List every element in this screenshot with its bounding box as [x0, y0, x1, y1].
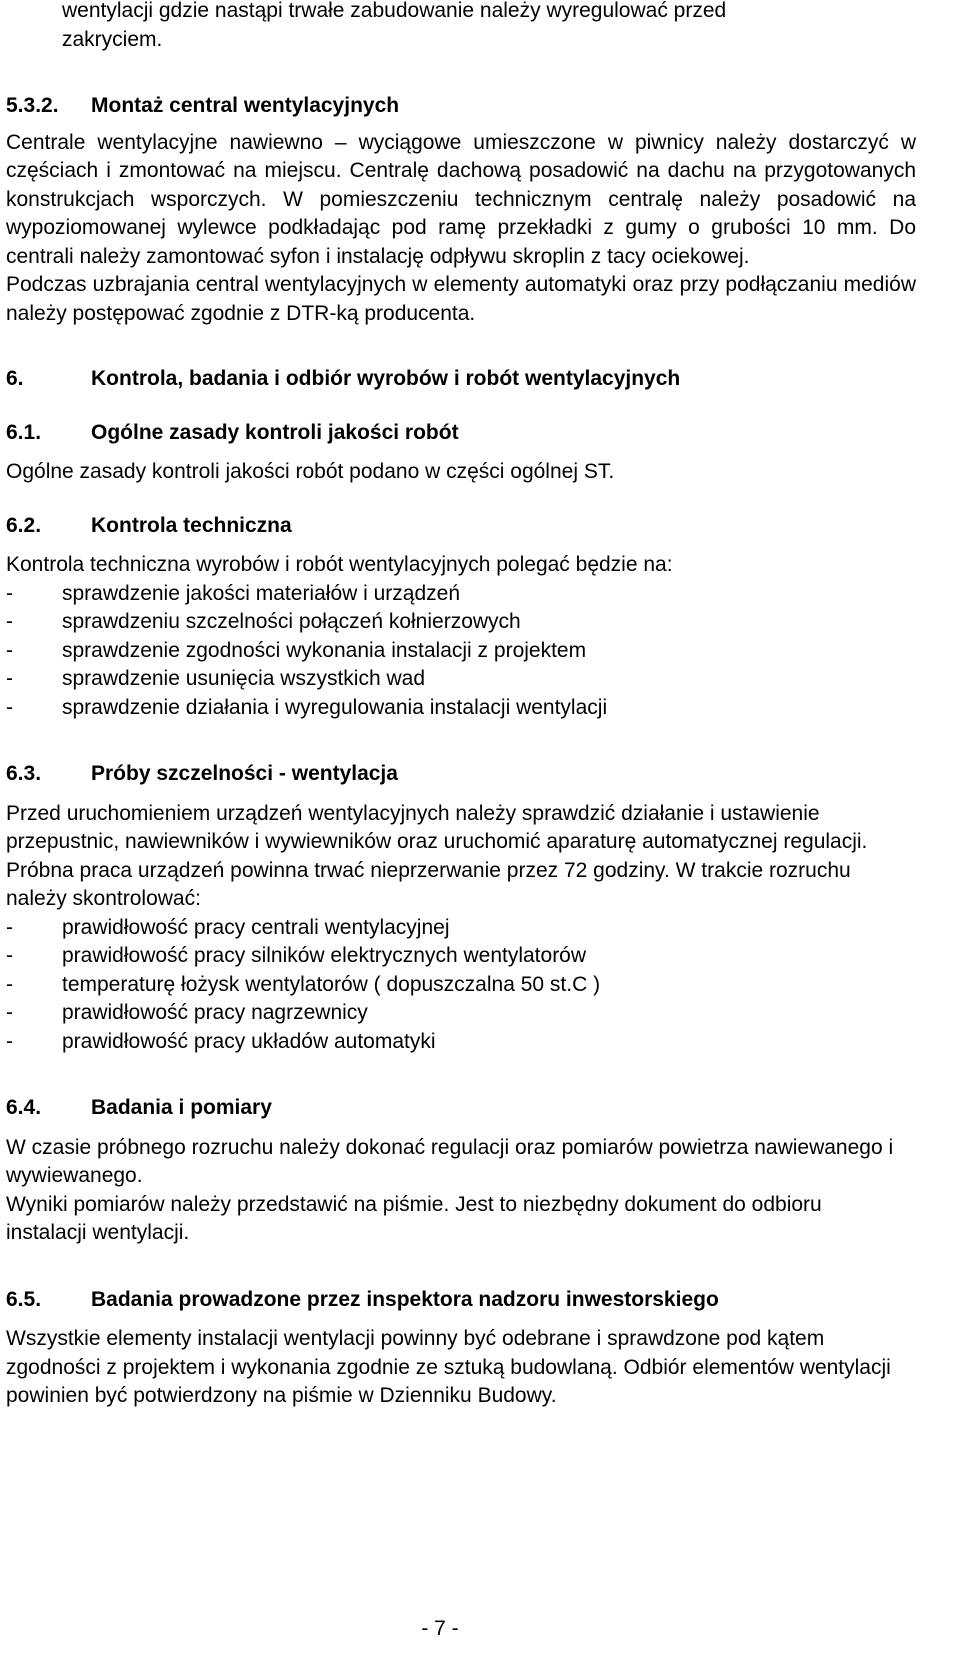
document-page: [6, 0, 916, 1411]
section-heading-6-2: [6, 512, 916, 541]
list-item-text: sprawdzeniu szczelności połączeń kołnierzowych: [62, 610, 521, 633]
intro-line-1: wentylacji gdzie nastąpi trwałe zabudowanie należy wyregulować przed: [62, 0, 727, 22]
section-paragraph: Wszystkie elementy instalacji wentylacji powinny być odebrane i sprawdzone pod kątem zgodności z projektem i wykonania zgodnie ze sztuką budowlaną. Odbiór elementów wentylacji powinien być potwierdzony na piśmie w Dzienniku Budowy.: [6, 1327, 891, 1407]
list-dash: -: [6, 667, 13, 690]
section-heading-6-5: [6, 1286, 916, 1315]
intro-text: [6, 0, 916, 54]
intro-line-2: zakryciem.: [62, 27, 163, 51]
list-dash: -: [6, 610, 13, 633]
section-number: 6.3.: [6, 762, 42, 785]
section-number: 6.2.: [6, 513, 42, 537]
list-item-text: prawidłowość pracy centrali wentylacyjnej: [62, 915, 450, 939]
section-number: 5.3.2.: [6, 94, 59, 117]
list-item: [6, 608, 916, 637]
section-title: Badania prowadzone przez inspektora nadzoru inwestorskiego: [91, 1287, 719, 1311]
section-paragraph: W czasie próbnego rozruchu należy dokonać regulacji oraz pomiarów powietrza nawiewanego i wywiewanego.: [6, 1135, 894, 1187]
section-paragraph: Przed uruchomieniem urządzeń wentylacyjnych należy sprawdzić działanie i ustawienie przepustnic, nawiewników i wywiewników oraz uruchomić aparaturę automatycznej regulacji.: [6, 801, 868, 853]
section-heading-6-1: [6, 419, 916, 448]
list-item-text: sprawdzenie jakości materiałów i urządzeń: [62, 581, 461, 605]
section-title: Badania i pomiary: [91, 1096, 272, 1119]
section-title: Kontrola, badania i odbiór wyrobów i robót wentylacyjnych: [91, 367, 681, 390]
list-dash: -: [6, 695, 13, 719]
list-dash: -: [6, 944, 13, 967]
list-item: [6, 1028, 916, 1057]
section-heading-6-4: [6, 1094, 916, 1123]
list-item: [6, 665, 916, 694]
section-paragraph: Próbna praca urządzeń powinna trwać nieprzerwanie przez 72 godziny. W trakcie rozruchu należy skontrolować:: [6, 858, 851, 910]
list-item: [6, 942, 916, 971]
list-item: [6, 999, 916, 1028]
list-dash: -: [6, 638, 13, 662]
list-item-text: sprawdzenie usunięcia wszystkich wad: [62, 667, 425, 690]
section-paragraph: Kontrola techniczna wyrobów i robót wentylacyjnych polegać będzie na:: [6, 553, 673, 576]
section-paragraph: Ogólne zasady kontroli jakości robót podano w części ogólnej ST.: [6, 460, 615, 483]
section-paragraph: Wyniki pomiarów należy przedstawić na piśmie. Jest to niezbędny dokument do odbioru instalacji wentylacji.: [6, 1192, 822, 1244]
list-item: [6, 914, 916, 943]
section-heading-6: [6, 365, 916, 394]
section-title: Kontrola techniczna: [91, 513, 292, 537]
list-dash: -: [6, 972, 13, 996]
section-heading-5-3-2: [6, 92, 916, 121]
list-item: [6, 694, 916, 723]
list-dash: -: [6, 581, 13, 605]
check-list: [6, 914, 916, 1057]
section-title: Montaż central wentylacyjnych: [91, 94, 400, 117]
section-title: Ogólne zasady kontroli jakości robót: [91, 420, 459, 444]
list-item: [6, 580, 916, 609]
list-item-text: prawidłowość pracy układów automatyki: [62, 1029, 436, 1053]
list-item-text: prawidłowość pracy nagrzewnicy: [62, 1001, 368, 1024]
section-number: 6.1.: [6, 420, 42, 444]
list-item-text: prawidłowość pracy silników elektrycznych wentylatorów: [62, 944, 587, 967]
list-item-text: sprawdzenie działania i wyregulowania instalacji wentylacji: [62, 695, 608, 719]
section-number: 6.5.: [6, 1287, 42, 1311]
list-dash: -: [6, 915, 13, 939]
list-item: [6, 637, 916, 666]
list-item-text: temperaturę łożysk wentylatorów ( dopuszczalna 50 st.C ): [62, 972, 601, 996]
page-number: - 7 -: [421, 1617, 459, 1640]
section-paragraph: Centrale wentylacyjne nawiewno – wyciągowe umieszczone w piwnicy należy dostarczyć w częściach i zmontować na miejscu. Centralę dachową posadowić na dachu na przygotowanych konstrukcjach wsporczych. W pomieszczeniu technicznym centralę należy posadowić na wypoziomowanej wylewce podkładając pod ramę przekładki z gumy o grubości 10 mm. Do centrali należy zamontować syfon i instalację odpływu skroplin z tacy ociekowej.: [6, 130, 916, 268]
section-paragraph: Podczas uzbrajania central wentylacyjnych w elementy automatyki oraz przy podłączaniu mediów należy postępować zgodnie z DTR-ką producenta.: [6, 273, 916, 325]
list-dash: -: [6, 1001, 13, 1024]
section-number: 6.4.: [6, 1096, 42, 1119]
list-dash: -: [6, 1029, 13, 1053]
section-number: 6.: [6, 367, 24, 390]
list-item-text: sprawdzenie zgodności wykonania instalacji z projektem: [62, 638, 587, 662]
section-title: Próby szczelności - wentylacja: [91, 762, 398, 785]
section-heading-6-3: [6, 760, 916, 789]
list-item: [6, 971, 916, 1000]
check-list: [6, 580, 916, 723]
